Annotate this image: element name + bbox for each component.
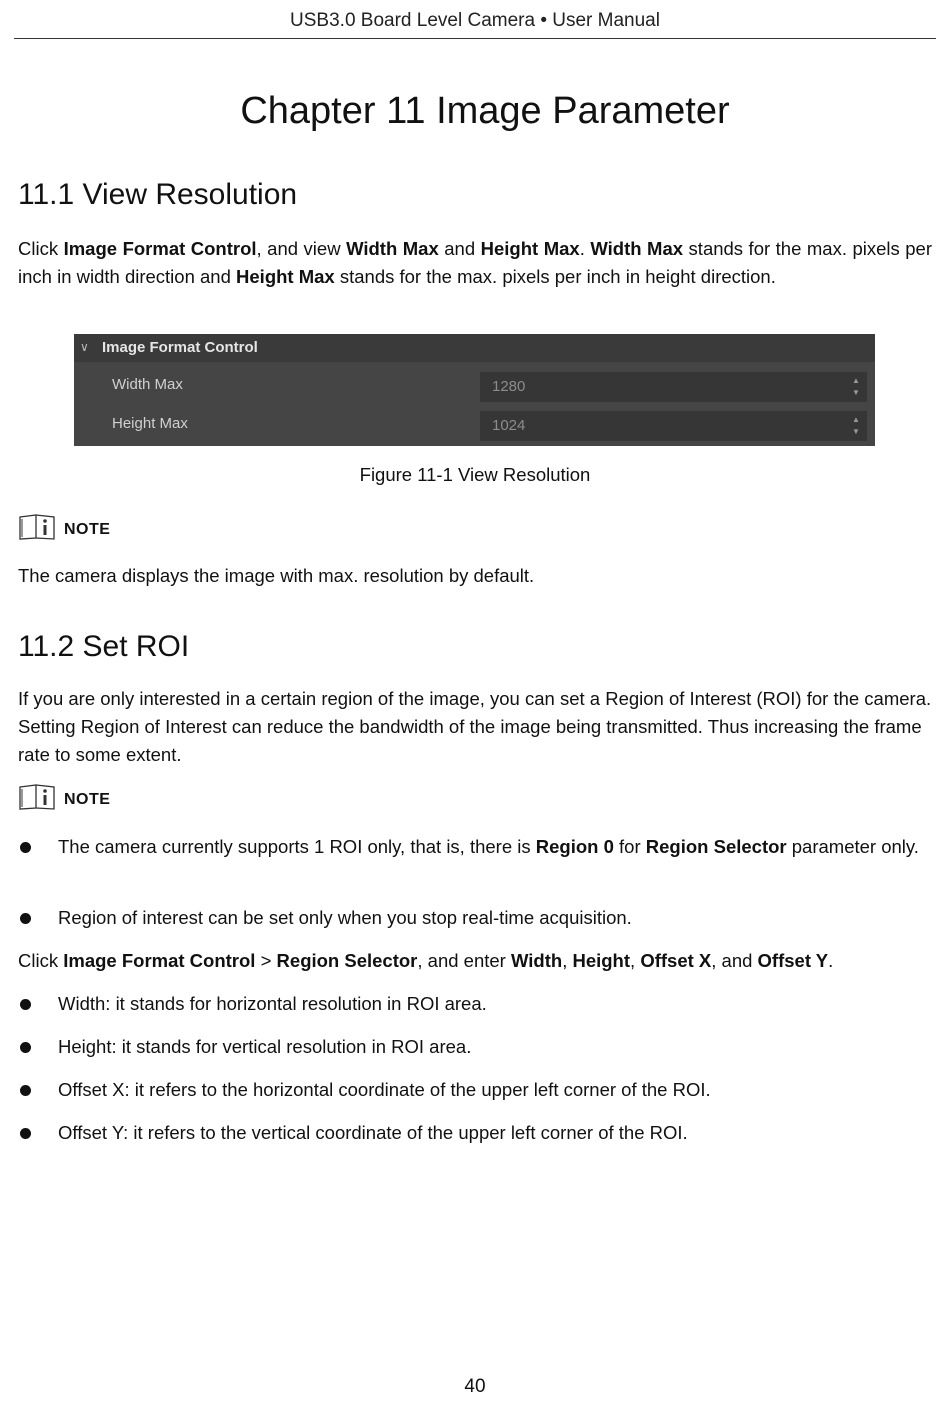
figure-row-width-max: [74, 366, 875, 406]
list-item: Region of interest can be set only when you stop real-time acquisition.: [18, 904, 932, 932]
section-1-paragraph: Click Image Format Control, and view Width Max and Height Max. Width Max stands for the max. pixels per inch in width direction and Height Max stands for the max. pixels per inch in height direction.: [18, 238, 932, 287]
bullet-icon: [20, 1128, 31, 1139]
list-item: Offset Y: it refers to the vertical coordinate of the upper left corner of the ROI.: [18, 1119, 932, 1147]
list-item: Height: it stands for vertical resolution in ROI area.: [18, 1033, 932, 1061]
figure-screenshot-image-format-control: [74, 334, 875, 446]
bullet-icon: [20, 842, 31, 853]
spinner-arrows-icon: ▲ ▼: [852, 415, 860, 436]
figure-group-header: [74, 334, 875, 362]
figure-group-title: Image Format Control: [102, 339, 258, 356]
page-number: 40: [464, 1376, 486, 1397]
note-label: NOTE: [64, 521, 111, 538]
section-heading-set-roi: 11.2 Set ROI: [18, 630, 190, 663]
bullet-icon: [20, 913, 31, 924]
section-2-paragraph: If you are only interested in a certain region of the image, you can set a Region of Interest (ROI) for the camera. Setting Region of Interest can reduce the bandwidth of the image being transmitted. Thus increasing the frame rate to some extent.: [18, 688, 932, 765]
width-max-value: 1280: [492, 378, 526, 395]
bullet-icon: [20, 1085, 31, 1096]
list-item: The camera currently supports 1 ROI only, that is, there is Region 0 for Region Selector parameter only.: [18, 833, 932, 861]
note-book-icon: [18, 784, 58, 810]
note-label: NOTE: [64, 791, 111, 808]
running-header: USB3.0 Board Level Camera • User Manual: [290, 10, 660, 31]
header-rule: [14, 38, 936, 39]
click-instruction: Click Image Format Control > Region Selector, and enter Width, Height, Offset X, and Offset Y.: [18, 950, 834, 971]
note-book-icon: [18, 514, 58, 540]
chapter-title: Chapter 11 Image Parameter: [240, 90, 730, 132]
height-max-field: [480, 411, 867, 441]
spinner-arrows-icon: ▲ ▼: [852, 376, 860, 397]
list-item: Width: it stands for horizontal resolution in ROI area.: [18, 990, 932, 1018]
list-item: Offset X: it refers to the horizontal coordinate of the upper left corner of the ROI.: [18, 1076, 932, 1104]
width-max-field: [480, 372, 867, 402]
figure-row-height-max: [74, 405, 875, 445]
chevron-down-icon: ∨: [80, 340, 89, 354]
height-max-value: 1024: [492, 417, 526, 434]
bullet-icon: [20, 1042, 31, 1053]
section-heading-view-resolution: 11.1 View Resolution: [18, 178, 298, 211]
note-1-text: The camera displays the image with max. resolution by default.: [18, 565, 535, 586]
figure-caption: Figure 11-1 View Resolution: [359, 464, 591, 485]
figure-row-label: Width Max: [112, 376, 183, 393]
figure-row-label: Height Max: [112, 415, 188, 432]
bullet-icon: [20, 999, 31, 1010]
